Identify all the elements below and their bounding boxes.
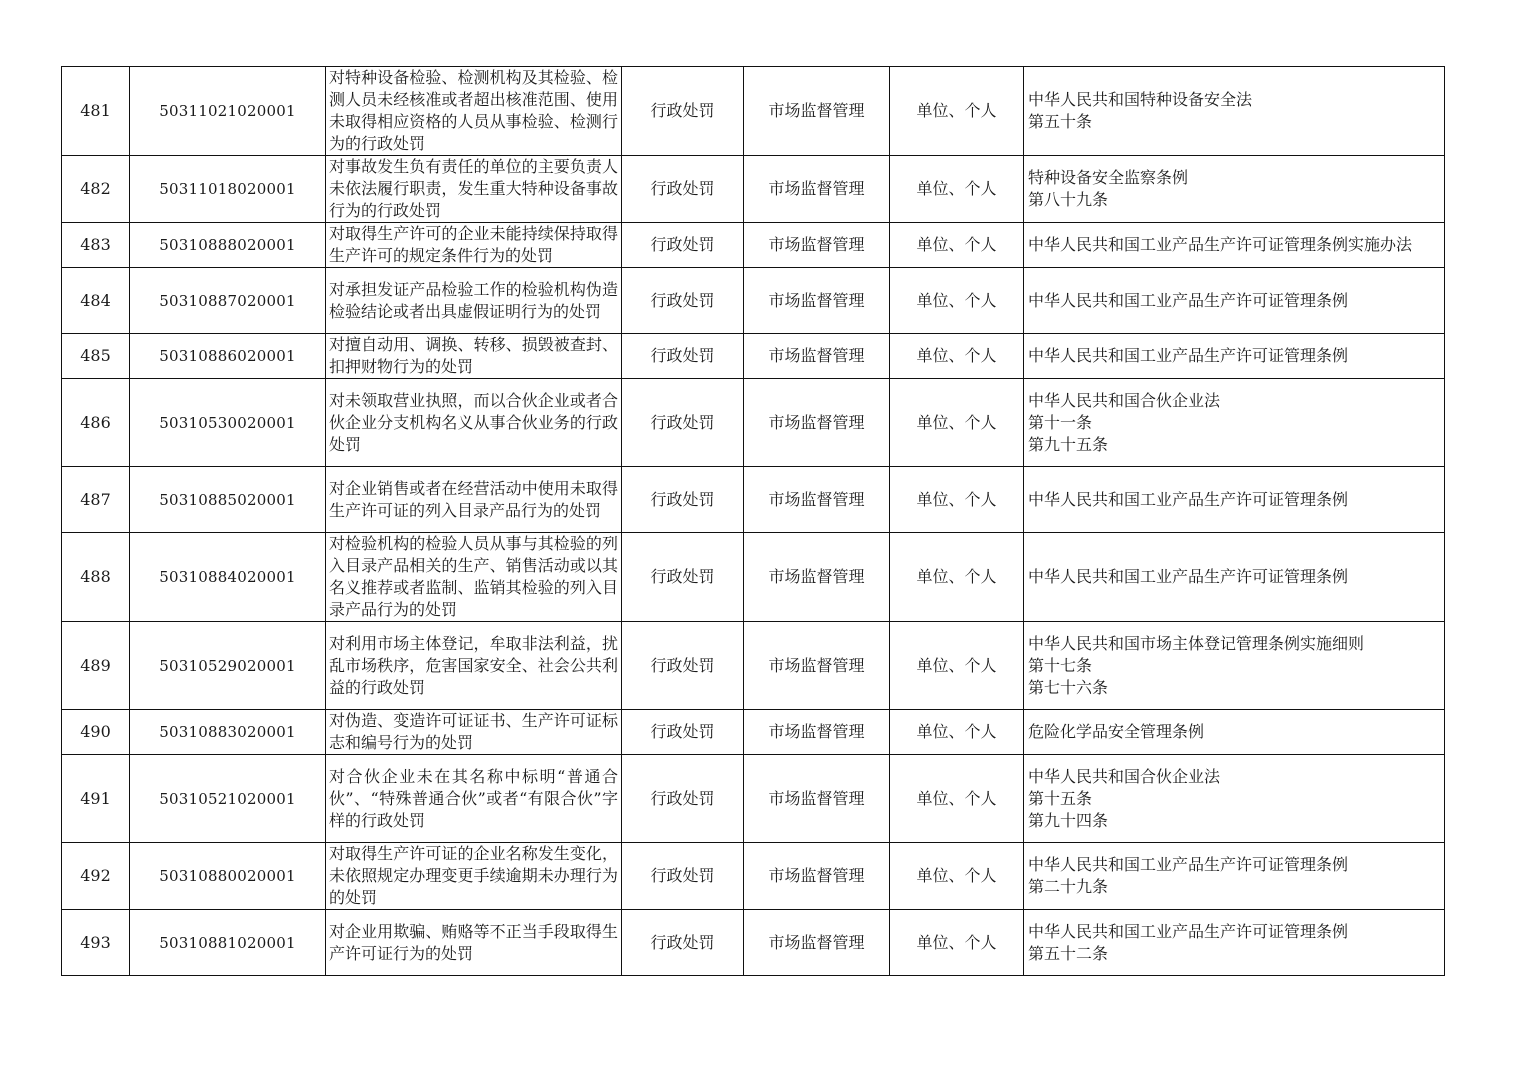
- table-row: [62, 755, 1445, 843]
- legal-basis-cell: [1024, 156, 1445, 223]
- legal-basis-line: 中华人民共和国工业产品生产许可证管理条例: [1028, 346, 1349, 365]
- item-name-cell: [326, 710, 622, 755]
- legal-basis-cell: [1024, 910, 1445, 976]
- row-number-cell: 487: [62, 467, 130, 533]
- item-code-cell: 50310881020001: [130, 910, 326, 976]
- item-name-cell: [326, 156, 622, 223]
- target-cell: 单位、个人: [890, 622, 1024, 710]
- table-row: [62, 622, 1445, 710]
- legal-basis-line: 第十一条: [1028, 412, 1093, 432]
- item-name-cell: [326, 910, 622, 976]
- legal-basis-line: 危险化学品安全管理条例: [1028, 722, 1205, 741]
- item-name-cell: [326, 467, 622, 533]
- legal-basis-cell: [1024, 843, 1445, 910]
- department-cell: 市场监督管理: [744, 268, 890, 334]
- item-code-cell: 50311018020001: [130, 156, 326, 223]
- legal-basis-line: 中华人民共和国工业产品生产许可证管理条例: [1028, 921, 1349, 941]
- item-name-text: 对伪造、变造许可证证书、生产许可证标志和编号行为的处罚: [329, 711, 618, 752]
- legal-basis-line: 第九十五条: [1028, 434, 1109, 454]
- item-code-cell: 50310529020001: [130, 622, 326, 710]
- target-cell: 单位、个人: [890, 223, 1024, 268]
- legal-basis-line: 中华人民共和国合伙企业法: [1028, 766, 1221, 786]
- legal-basis-cell: [1024, 268, 1445, 334]
- power-type-cell: 行政处罚: [622, 533, 744, 622]
- table-row: [62, 334, 1445, 379]
- item-name-text: 对事故发生负有责任的单位的主要负责人未依法履行职责，发生重大特种设备事故行为的行政处罚: [329, 157, 618, 220]
- legal-basis-line: 中华人民共和国工业产品生产许可证管理条例实施办法: [1028, 235, 1413, 254]
- target-cell: 单位、个人: [890, 268, 1024, 334]
- row-number-cell: 488: [62, 533, 130, 622]
- legal-basis-line: 中华人民共和国工业产品生产许可证管理条例: [1028, 290, 1349, 310]
- row-number-cell: 491: [62, 755, 130, 843]
- department-cell: 市场监督管理: [744, 156, 890, 223]
- legal-basis-line: 中华人民共和国工业产品生产许可证管理条例: [1028, 567, 1349, 586]
- item-name-text: 对擅自动用、调换、转移、损毁被查封、扣押财物行为的处罚: [329, 335, 618, 376]
- table-row: [62, 156, 1445, 223]
- legal-basis-cell: [1024, 334, 1445, 379]
- legal-basis-line: 第七十六条: [1028, 677, 1109, 697]
- target-cell: 单位、个人: [890, 843, 1024, 910]
- legal-basis-line: 第十五条: [1028, 788, 1093, 808]
- power-type-cell: 行政处罚: [622, 268, 744, 334]
- table-row: [62, 710, 1445, 755]
- department-cell: 市场监督管理: [744, 710, 890, 755]
- item-code-cell: 50310521020001: [130, 755, 326, 843]
- item-name-text: 对检验机构的检验人员从事与其检验的列入目录产品相关的生产、销售活动或以其名义推荐或者监制、监销其检验的列入目录产品行为的处罚: [329, 534, 618, 619]
- item-name-cell: [326, 755, 622, 843]
- legal-basis-line: 中华人民共和国工业产品生产许可证管理条例: [1028, 855, 1349, 874]
- row-number-cell: 490: [62, 710, 130, 755]
- legal-basis-line: 中华人民共和国工业产品生产许可证管理条例: [1028, 489, 1349, 509]
- item-name-text: 对特种设备检验、检测机构及其检验、检测人员未经核准或者超出核准范围、使用未取得相应资格的人员从事检验、检测行为的行政处罚: [329, 68, 618, 153]
- item-code-cell: 50310887020001: [130, 268, 326, 334]
- power-type-cell: 行政处罚: [622, 379, 744, 467]
- power-type-cell: 行政处罚: [622, 334, 744, 379]
- target-cell: 单位、个人: [890, 710, 1024, 755]
- row-number-cell: 482: [62, 156, 130, 223]
- legal-basis-line: 中华人民共和国特种设备安全法: [1028, 90, 1253, 109]
- legal-basis-cell: [1024, 379, 1445, 467]
- department-cell: 市场监督管理: [744, 755, 890, 843]
- item-name-text: 对企业销售或者在经营活动中使用未取得生产许可证的列入目录产品行为的处罚: [329, 478, 618, 520]
- item-code-cell: 50310884020001: [130, 533, 326, 622]
- legal-basis-cell: [1024, 467, 1445, 533]
- table-row: [62, 467, 1445, 533]
- legal-basis-cell: [1024, 533, 1445, 622]
- target-cell: 单位、个人: [890, 467, 1024, 533]
- legal-basis-line: 特种设备安全监察条例: [1028, 168, 1189, 187]
- row-number-cell: 485: [62, 334, 130, 379]
- table-row: [62, 910, 1445, 976]
- legal-basis-line: 第五十条: [1028, 112, 1093, 131]
- legal-basis-line: 第五十二条: [1028, 943, 1109, 963]
- power-type-cell: 行政处罚: [622, 622, 744, 710]
- power-type-cell: 行政处罚: [622, 710, 744, 755]
- department-cell: 市场监督管理: [744, 910, 890, 976]
- row-number-cell: 493: [62, 910, 130, 976]
- document-page: [61, 66, 1444, 976]
- item-name-text: 对企业用欺骗、贿赂等不正当手段取得生产许可证行为的处罚: [329, 921, 618, 963]
- item-name-cell: [326, 622, 622, 710]
- row-number-cell: 489: [62, 622, 130, 710]
- row-number-cell: 486: [62, 379, 130, 467]
- power-type-cell: 行政处罚: [622, 755, 744, 843]
- power-type-cell: 行政处罚: [622, 843, 744, 910]
- power-type-cell: 行政处罚: [622, 156, 744, 223]
- department-cell: 市场监督管理: [744, 533, 890, 622]
- department-cell: 市场监督管理: [744, 467, 890, 533]
- department-cell: 市场监督管理: [744, 334, 890, 379]
- target-cell: 单位、个人: [890, 755, 1024, 843]
- item-code-cell: 50310880020001: [130, 843, 326, 910]
- target-cell: 单位、个人: [890, 910, 1024, 976]
- table-row: [62, 843, 1445, 910]
- item-name-text: 对取得生产许可证的企业名称发生变化，未依照规定办理变更手续逾期未办理行为的处罚: [329, 844, 618, 907]
- department-cell: 市场监督管理: [744, 223, 890, 268]
- department-cell: 市场监督管理: [744, 379, 890, 467]
- legal-basis-cell: [1024, 710, 1445, 755]
- legal-basis-cell: [1024, 223, 1445, 268]
- target-cell: 单位、个人: [890, 379, 1024, 467]
- legal-basis-line: 第九十四条: [1028, 810, 1109, 830]
- target-cell: 单位、个人: [890, 334, 1024, 379]
- item-name-text: 对利用市场主体登记，牟取非法利益，扰乱市场秩序，危害国家安全、社会公共利益的行政处罚: [329, 633, 618, 697]
- legal-basis-cell: [1024, 622, 1445, 710]
- item-name-cell: [326, 223, 622, 268]
- table-row: [62, 268, 1445, 334]
- legal-basis-line: 第八十九条: [1028, 190, 1109, 209]
- department-cell: 市场监督管理: [744, 843, 890, 910]
- item-name-text: 对承担发证产品检验工作的检验机构伪造检验结论或者出具虚假证明行为的处罚: [329, 279, 618, 321]
- table-row: [62, 223, 1445, 268]
- item-name-text: 对取得生产许可的企业未能持续保持取得生产许可的规定条件行为的处罚: [329, 224, 618, 265]
- legal-basis-line: 中华人民共和国市场主体登记管理条例实施细则: [1028, 633, 1365, 653]
- item-name-cell: [326, 334, 622, 379]
- item-code-cell: 50310530020001: [130, 379, 326, 467]
- row-number-cell: 483: [62, 223, 130, 268]
- item-name-text: 对未领取营业执照，而以合伙企业或者合伙企业分支机构名义从事合伙业务的行政处罚: [329, 390, 618, 454]
- table-body: [62, 67, 1445, 976]
- item-name-cell: [326, 533, 622, 622]
- item-code-cell: 50310886020001: [130, 334, 326, 379]
- table-row: [62, 67, 1445, 156]
- power-type-cell: 行政处罚: [622, 467, 744, 533]
- legal-basis-line: 第十七条: [1028, 655, 1093, 675]
- power-type-cell: 行政处罚: [622, 223, 744, 268]
- power-type-cell: 行政处罚: [622, 910, 744, 976]
- item-code-cell: 50310888020001: [130, 223, 326, 268]
- power-type-cell: 行政处罚: [622, 67, 744, 156]
- item-code-cell: 50310883020001: [130, 710, 326, 755]
- row-number-cell: 484: [62, 268, 130, 334]
- department-cell: 市场监督管理: [744, 622, 890, 710]
- item-code-cell: 50311021020001: [130, 67, 326, 156]
- row-number-cell: 492: [62, 843, 130, 910]
- legal-basis-cell: [1024, 67, 1445, 156]
- penalty-items-table: [61, 66, 1445, 976]
- department-cell: 市场监督管理: [744, 67, 890, 156]
- target-cell: 单位、个人: [890, 156, 1024, 223]
- legal-basis-cell: [1024, 755, 1445, 843]
- item-name-cell: [326, 379, 622, 467]
- item-code-cell: 50310885020001: [130, 467, 326, 533]
- row-number-cell: 481: [62, 67, 130, 156]
- legal-basis-line: 中华人民共和国合伙企业法: [1028, 390, 1221, 410]
- item-name-cell: [326, 268, 622, 334]
- item-name-text: 对合伙企业未在其名称中标明“普通合伙”、“特殊普通合伙”或者“有限合伙”字样的行政处罚: [329, 766, 618, 830]
- table-row: [62, 379, 1445, 467]
- item-name-cell: [326, 67, 622, 156]
- table-row: [62, 533, 1445, 622]
- target-cell: 单位、个人: [890, 533, 1024, 622]
- target-cell: 单位、个人: [890, 67, 1024, 156]
- item-name-cell: [326, 843, 622, 910]
- legal-basis-line: 第二十九条: [1028, 877, 1109, 896]
